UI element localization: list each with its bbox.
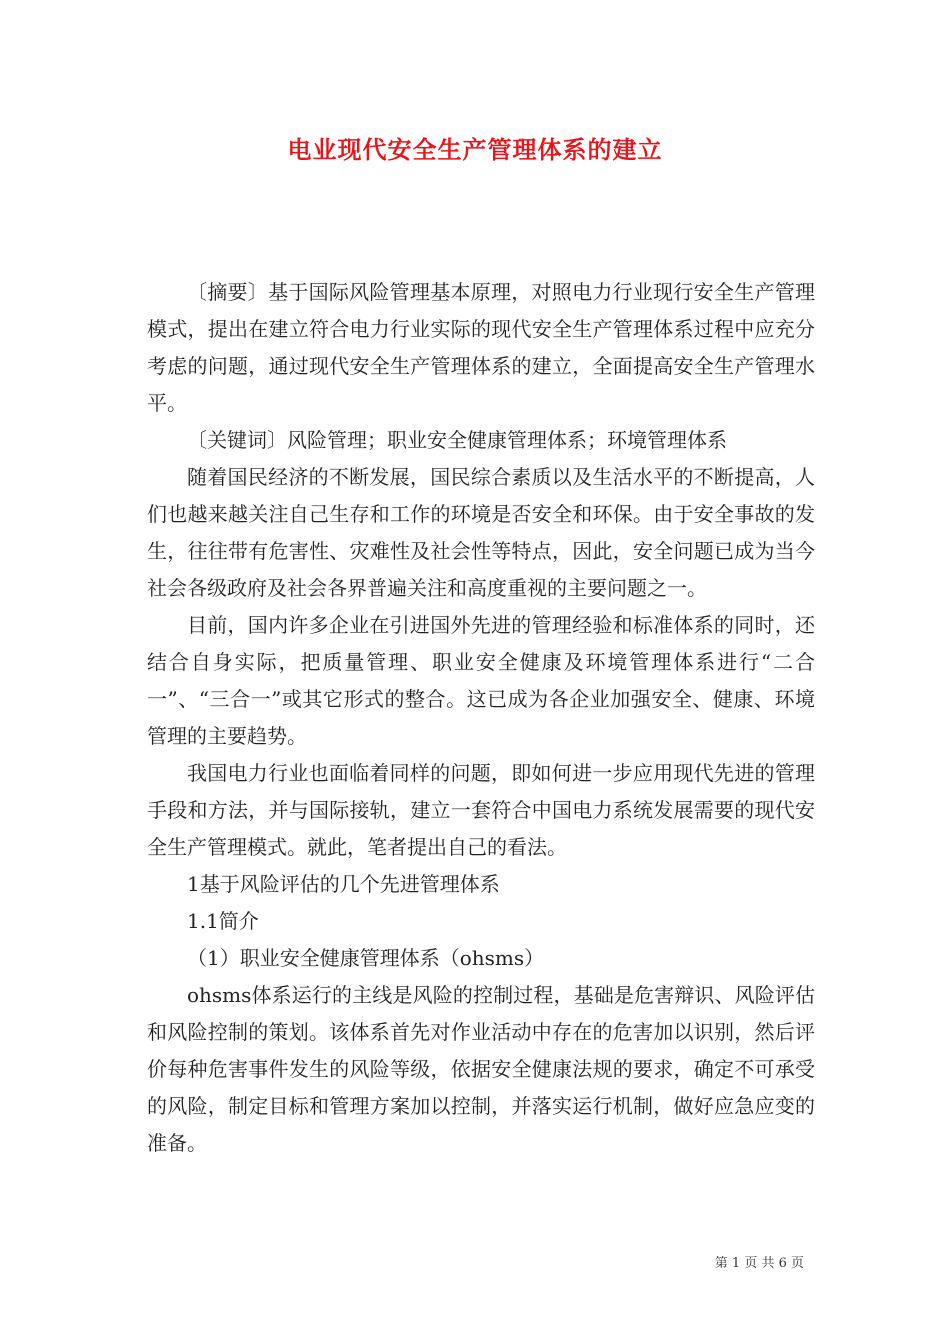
body-paragraph: 随着国民经济的不断发展，国民综合素质以及生活水平的不断提高，人们也越来越关注自己生存和工作的环境是否安全和环保。由于安全事故的发生，往往带有危害性、灾难性及社会性等特点，因此，安全问题已成为当今社会各级政府及社会各界普遍关注和高度重视的主要问题之一。 <box>147 465 815 600</box>
section-heading: 1基于风险评估的几个先进管理体系 <box>187 872 500 896</box>
abstract-paragraph: 〔摘要〕基于国际风险管理基本原理，对照电力行业现行安全生产管理模式，提出在建立符合电力行业实际的现代安全生产管理体系过程中应充分考虑的问题，通过现代安全生产管理体系的建立，全面提高安全生产管理水平。 <box>147 280 815 415</box>
body-paragraph: ohsms体系运行的主线是风险的控制过程，基础是危害辩识、风险评估和风险控制的策划。该体系首先对作业活动中存在的危害加以识别，然后评价每种危害事件发生的风险等级，依据安全健康法规的要求，确定不可承受的风险，制定目标和管理方案加以控制，并落实运行机制，做好应急应变的准备。 <box>147 983 815 1155</box>
item-heading: （1）职业安全健康管理体系（ohsms） <box>187 946 545 970</box>
page-number: 第 1 页 共 6 页 <box>714 1256 804 1271</box>
document-title: 电业现代安全生产管理体系的建立 <box>287 135 663 164</box>
subsection-heading: 1.1简介 <box>187 909 259 933</box>
document-body <box>147 274 815 1162</box>
body-paragraph: 目前，国内许多企业在引进国外先进的管理经验和标准体系的同时，还结合自身实际，把质量管理、职业安全健康及环境管理体系进行“二合一”、“三合一”或其它形式的整合。这已成为各企业加强安全、健康、环境管理的主要趋势。 <box>147 613 815 748</box>
keywords-paragraph: 〔关键词〕风险管理；职业安全健康管理体系；环境管理体系 <box>187 428 727 452</box>
body-paragraph: 我国电力行业也面临着同样的问题，即如何进一步应用现代先进的管理手段和方法，并与国际接轨，建立一套符合中国电力系统发展需要的现代安全生产管理模式。就此，笔者提出自己的看法。 <box>147 761 815 859</box>
